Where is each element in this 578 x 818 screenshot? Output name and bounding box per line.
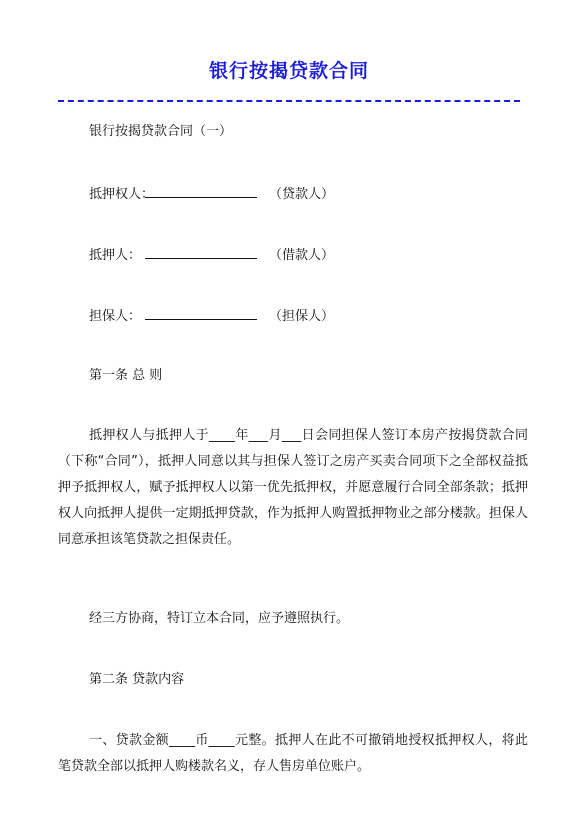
article1-heading: 第一条 总 则 [89,368,163,383]
party-blank-field [145,246,257,259]
party-blank-field [145,185,257,198]
party-label: 抵押人： [89,248,142,263]
party-label: 担保人： [89,309,142,324]
party-mortgagee [89,185,334,203]
party-role: （贷款人） [269,187,335,202]
article1-body: 抵押权人与抵押人于____年___月___日会同担保人签订本房产按揭贷款合同（下称“合同”），抵押人同意以其与担保人签订之房产买卖合同项下之全部权益抵押予抵押权人，赋予抵押权人以第一优先抵押权，并愿意履行合同全部条款；抵押权人向抵押人提供一定期抵押贷款，作为抵押人购置抵押物业之部分楼款。担保人同意承担该笔贷款之担保责任。 [58,428,528,547]
party-mortgagor [89,246,334,264]
party-guarantor [89,307,334,325]
title-divider [58,100,520,102]
document-subtitle: 银行按揭贷款合同（一） [89,124,233,139]
article2-heading: 第二条 贷款内容 [89,672,185,687]
article2-item1: 一、贷款金额____币____元整。抵押人在此不可撤销地授权抵押权人，将此笔贷款全部以抵押人购楼款名义，存人售房单位账户。 [58,733,528,774]
party-blank-field [145,307,257,320]
party-label: 抵押权人： [89,187,155,202]
consensus-paragraph: 经三方协商，特订立本合同，应予遵照执行。 [89,611,350,626]
party-role: （担保人） [269,309,335,324]
party-role: （借款人） [269,248,335,263]
document-title: 银行按揭贷款合同 [208,60,369,82]
